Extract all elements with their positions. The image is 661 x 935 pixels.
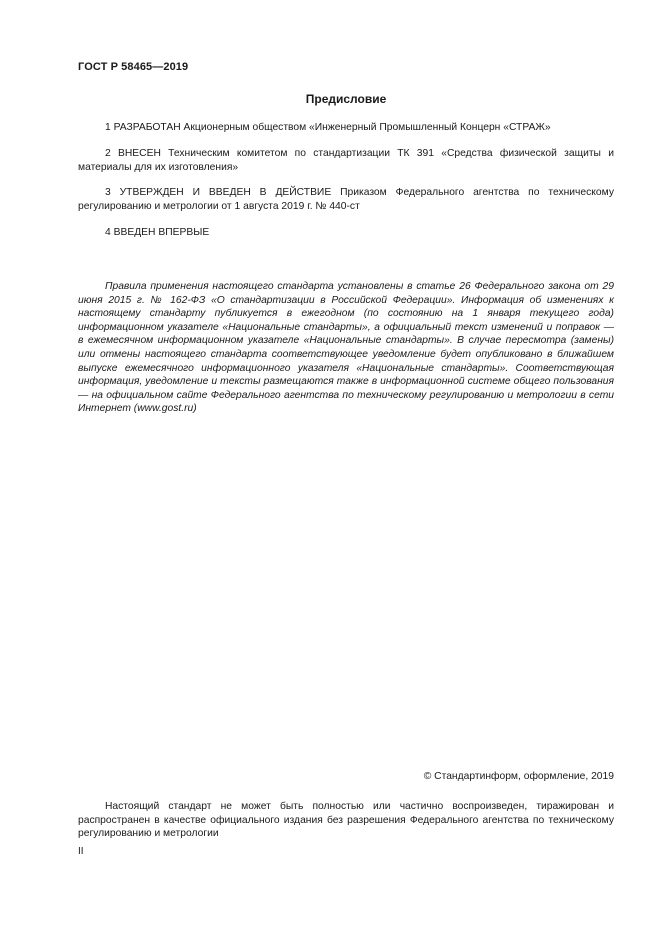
copyright-notice: © Стандартинформ, оформление, 2019: [423, 771, 614, 782]
document-code: ГОСТ Р 58465—2019: [78, 61, 189, 73]
section-title: Предисловие: [305, 92, 387, 106]
reproduction-notice: Настоящий стандарт не может быть полностью или частично воспроизведен, тиражирован и распространен в качестве официального издания без разрешения Федерального агентства по техническому регулированию и метрологии: [78, 801, 614, 839]
preface-item-developed: 1 РАЗРАБОТАН Акционерным обществом «Инженерный Промышленный Концерн «СТРАЖ»: [105, 122, 551, 133]
application-rules-note: Правила применения настоящего стандарта установлены в статье 26 Федерального закона от 29 июня 2015 г. № 162-ФЗ «О стандартизации в Российской Федерации». Информация об изменениях к настоящему стандарту публикуется в ежегодном (по состоянию на 1 января текущего года) информационном указателе «Национальные стандарты», а официальный текст изменений и поправок — в ежемесячном информационном указателе «Национальные стандарты». В случае пересмотра (замены) или отмены настоящего стандарта соответствующее уведомление будет опубликовано в ближайшем выпуске ежемесячного информационного указателя «Национальные стандарты». Соответствующая информация, уведомление и тексты размещаются также в информационной системе общего пользования — на официальном сайте Федерального агентства по техническому регулированию и метрологии в сети Интернет (www.gost.ru): [78, 281, 614, 415]
preface-item-first-introduced: 4 ВВЕДЕН ВПЕРВЫЕ: [105, 227, 210, 238]
preface-item-approved: 3 УТВЕРЖДЕН И ВВЕДЕН В ДЕЙСТВИЕ Приказом Федерального агентства по техническому регулированию и метрологии от 1 августа 2019 г. № 440-ст: [78, 187, 614, 212]
page-number: II: [78, 846, 84, 857]
preface-item-introduced: 2 ВНЕСЕН Техническим комитетом по стандартизации ТК 391 «Средства физической защиты и материалы для их изготовления»: [78, 148, 614, 173]
